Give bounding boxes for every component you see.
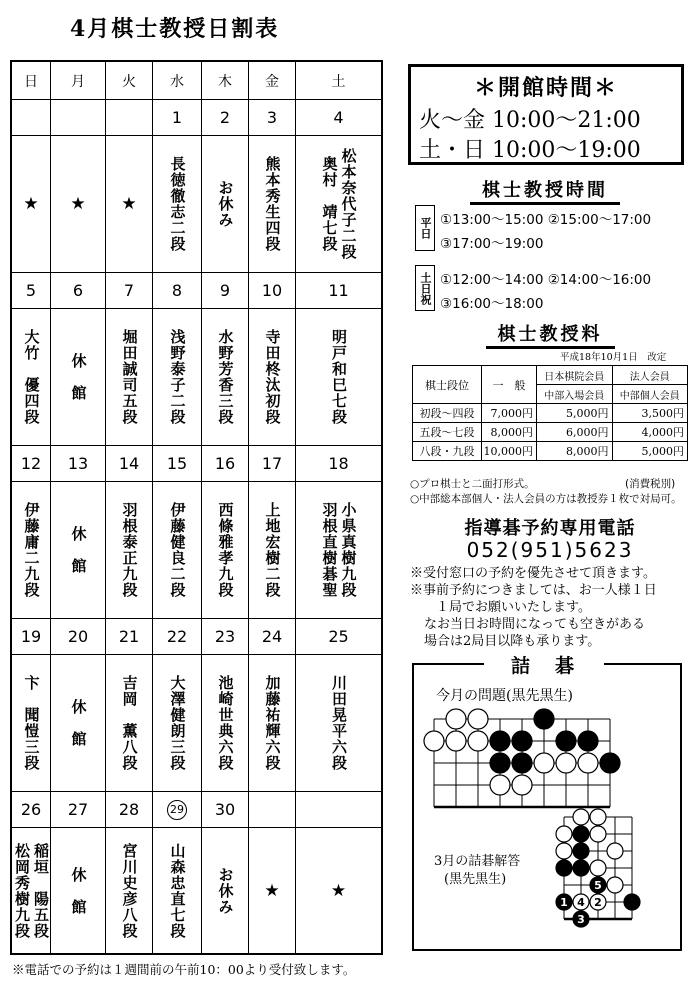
- white-stone: [590, 860, 606, 876]
- date-cell: [153, 792, 202, 828]
- reservation-note-3: １局でお願いいたします。: [436, 600, 591, 615]
- date-cell: 13: [51, 446, 106, 482]
- star-mark: ★: [70, 194, 86, 214]
- schedule-cell: [51, 309, 106, 446]
- instructor-name: 池崎世典六段: [216, 675, 235, 771]
- white-stone: [468, 731, 488, 751]
- opening-hours-title: ＊開館時間＊: [473, 75, 618, 101]
- schedule-cell: [106, 482, 153, 619]
- table-row: [413, 442, 688, 461]
- instructor-name: 大澤健朗三段: [168, 675, 187, 771]
- weekday-header: 日: [12, 62, 51, 100]
- white-stone: [424, 731, 444, 751]
- date-cell: 27: [51, 792, 106, 828]
- weekend-hours: 土・日 10:00～19:00: [419, 138, 641, 163]
- star-mark: ★: [121, 194, 137, 214]
- reservation-phone: 052(951)5623: [466, 538, 634, 562]
- reservation-note-2: ※事前予約につきましては、お一人様１日: [410, 583, 657, 598]
- instructor-name: 松本奈代子二段: [339, 148, 358, 260]
- move-number: 1: [560, 896, 568, 909]
- reservation-title: 指導碁予約専用電話: [464, 518, 636, 539]
- instructor-name: 川田晃平六段: [330, 675, 348, 771]
- black-stone: [573, 860, 589, 876]
- answer-board: [556, 809, 640, 927]
- instructor-name: 西條雅孝九段: [216, 502, 235, 598]
- go-diagrams: [414, 665, 680, 949]
- black-stone: [578, 731, 598, 751]
- date-cell: [12, 100, 51, 136]
- tsumego-box: [412, 655, 682, 951]
- instructor-name: 稲垣 陽五段: [32, 842, 50, 939]
- fee-member: 8,000円: [537, 442, 613, 461]
- black-stone: [624, 894, 640, 910]
- schedule-cell: [106, 828, 153, 953]
- instructor-name: 休 館: [69, 526, 88, 574]
- schedule-cell: [51, 655, 106, 792]
- schedule-cell: [153, 828, 202, 953]
- black-stone: [556, 860, 572, 876]
- schedule-cell: [51, 136, 106, 273]
- white-stone: [490, 775, 510, 795]
- black-stone: [556, 731, 576, 751]
- instructor-name: 小県真樹九段: [339, 502, 358, 598]
- schedule-cell: [296, 482, 381, 619]
- schedule-cell: [153, 136, 202, 273]
- instructor-name: 休 館: [69, 699, 88, 747]
- date-cell: 11: [296, 273, 381, 309]
- reservation-note-4: なお当日お時間になっても空きがある: [424, 617, 646, 632]
- date-cell: 5: [12, 273, 51, 309]
- page-title: 4月棋士教授日割表: [70, 16, 280, 42]
- black-stone: [490, 731, 510, 751]
- star-mark: ★: [264, 880, 280, 901]
- fees-header-member-sub: 中部入場会員: [537, 385, 613, 404]
- white-stone: [534, 753, 554, 773]
- instructor-name: 休 館: [69, 866, 88, 915]
- schedule-cell: [12, 828, 51, 953]
- schedule-cell: [106, 309, 153, 446]
- date-cell: 18: [296, 446, 381, 482]
- schedule-cell: [249, 828, 296, 953]
- black-stone: [534, 709, 554, 729]
- black-stone: [490, 753, 510, 773]
- reservation-note-5: 場合は2局目以降も承ります。: [424, 634, 601, 649]
- schedule-cell: [12, 309, 51, 446]
- fee-rank: 五段～七段: [413, 423, 482, 442]
- instructor-name: 加藤祐輝六段: [263, 675, 282, 771]
- date-cell: 24: [249, 619, 296, 655]
- schedule-cell: [296, 309, 381, 446]
- instructor-name: 羽根直樹碁聖: [320, 502, 339, 598]
- fees-table: [412, 365, 688, 461]
- schedule-cell: [249, 655, 296, 792]
- tsumego-title: 詰 碁: [484, 651, 604, 678]
- date-cell: 26: [12, 792, 51, 828]
- reservation-note-1: ※受付窓口の予約を優先させて頂きます。: [410, 566, 656, 581]
- fee-corp: 3,500円: [612, 404, 688, 423]
- date-cell: 25: [296, 619, 381, 655]
- table-row: [413, 423, 688, 442]
- schedule-cell: [106, 136, 153, 273]
- black-stone: [573, 826, 589, 842]
- move-number: 3: [577, 913, 585, 926]
- move-number: 5: [594, 879, 602, 892]
- fees-header-member: 日本棋院会員: [537, 366, 613, 385]
- tsumego-problem-label: 今月の問題(黒先黒生): [436, 688, 573, 704]
- instructor-name: 寺田柊汰初段: [263, 329, 282, 425]
- weekday-header: 水: [153, 62, 202, 100]
- date-cell: 9: [202, 273, 249, 309]
- fees-revised: 平成18年10月1日 改定: [560, 352, 667, 363]
- fees-header-rank: 棋士段位: [413, 366, 482, 404]
- schedule-cell: [153, 655, 202, 792]
- weekday-header: 土: [296, 62, 381, 100]
- opening-hours-box: [408, 64, 684, 165]
- fee-corp: 4,000円: [612, 423, 688, 442]
- schedule-cell: [202, 655, 249, 792]
- lesson-times-title: 棋士教授時間: [440, 176, 650, 202]
- schedule-cell: [51, 828, 106, 953]
- fee-general: 7,000円: [482, 404, 537, 423]
- date-cell: 7: [106, 273, 153, 309]
- problem-board: [424, 709, 620, 807]
- weekday-header: 金: [249, 62, 296, 100]
- instructor-name: 伊藤健良二段: [168, 502, 187, 598]
- calendar-footnote: ※電話での予約は１週間前の午前10：00より受付致します。: [12, 962, 356, 977]
- instructor-name: 松岡秀樹九段: [13, 842, 31, 939]
- white-stone: [607, 877, 623, 893]
- schedule-cell: [202, 482, 249, 619]
- fees-note-2: ○中部総本部個人・法人会員の方は教授券１枚で対局可。: [410, 493, 682, 505]
- weekday-header: 火: [106, 62, 153, 100]
- weekday-hours: 火～金 10:00～21:00: [419, 108, 641, 133]
- schedule-cell: [153, 309, 202, 446]
- fees-note-1: ○プロ棋士と二面打形式。: [410, 478, 535, 490]
- instructor-name: お休み: [216, 866, 235, 915]
- fees-title: 棋士教授料: [440, 320, 660, 346]
- date-cell: [296, 792, 381, 828]
- date-cell: 22: [153, 619, 202, 655]
- schedule-cell: [202, 136, 249, 273]
- weekday-tag: 平日: [415, 205, 435, 251]
- tax-note: (消費税別): [625, 478, 676, 490]
- white-stone: [578, 753, 598, 773]
- star-mark: ★: [330, 880, 347, 901]
- black-stone: [512, 753, 532, 773]
- white-stone: [607, 843, 623, 859]
- date-cell: 19: [12, 619, 51, 655]
- schedule-cell: [202, 309, 249, 446]
- holiday-date: 29: [167, 800, 187, 820]
- white-stone: [512, 775, 532, 795]
- weekday-slots-2: ③17:00～19:00: [440, 236, 544, 252]
- schedule-cell: [12, 482, 51, 619]
- white-stone: [468, 709, 488, 729]
- schedule-cell: [296, 828, 381, 953]
- instructor-name: 宮川史彦八段: [120, 842, 139, 939]
- fee-general: 8,000円: [482, 423, 537, 442]
- white-stone: [556, 753, 576, 773]
- star-mark: ★: [23, 194, 39, 214]
- instructor-name: 奥村 靖七段: [320, 156, 339, 252]
- schedule-cell: [51, 482, 106, 619]
- fee-member: 6,000円: [537, 423, 613, 442]
- fee-corp: 5,000円: [612, 442, 688, 461]
- fees-header-corp: 法人会員: [612, 366, 688, 385]
- date-cell: [106, 100, 153, 136]
- black-stone: [600, 753, 620, 773]
- date-cell: 17: [249, 446, 296, 482]
- schedule-calendar: [10, 60, 383, 955]
- white-stone: [590, 826, 606, 842]
- instructor-name: 水野芳香三段: [216, 329, 235, 425]
- tsumego-answer-label-2: (黒先黒生): [444, 872, 507, 887]
- date-cell: [249, 792, 296, 828]
- instructor-name: お休み: [216, 180, 235, 228]
- fee-general: 10,000円: [482, 442, 537, 461]
- date-cell: 6: [51, 273, 106, 309]
- date-cell: 3: [249, 100, 296, 136]
- fees-header-corp-sub: 中部個人会員: [612, 385, 688, 404]
- instructor-name: 吉岡 薫八段: [120, 675, 139, 771]
- instructor-name: 休 館: [69, 353, 88, 401]
- date-cell: 15: [153, 446, 202, 482]
- instructor-name: 卞 聞愷三段: [22, 675, 41, 771]
- schedule-cell: [12, 655, 51, 792]
- white-stone: [556, 826, 572, 842]
- schedule-cell: [249, 482, 296, 619]
- date-cell: 12: [12, 446, 51, 482]
- instructor-name: 大竹 優四段: [22, 329, 41, 425]
- date-cell: [51, 100, 106, 136]
- date-cell: 4: [296, 100, 381, 136]
- schedule-cell: [249, 309, 296, 446]
- schedule-cell: [296, 655, 381, 792]
- schedule-cell: [249, 136, 296, 273]
- date-cell: 30: [202, 792, 249, 828]
- date-cell: 16: [202, 446, 249, 482]
- instructor-name: 堀田誠司五段: [120, 329, 139, 425]
- white-stone: [573, 809, 589, 825]
- instructor-name: 伊藤庸二九段: [22, 502, 41, 598]
- weekday-slots-1: ①13:00～15:00 ②15:00～17:00: [440, 212, 652, 228]
- move-number: 4: [577, 896, 585, 909]
- date-cell: 23: [202, 619, 249, 655]
- white-stone: [590, 809, 606, 825]
- fee-member: 5,000円: [537, 404, 613, 423]
- fee-rank: 初段～四段: [413, 404, 482, 423]
- weekday-header: 木: [202, 62, 249, 100]
- schedule-cell: [12, 136, 51, 273]
- move-number: 2: [594, 896, 602, 909]
- date-cell: 2: [202, 100, 249, 136]
- instructor-name: 熊本秀生四段: [263, 156, 282, 252]
- white-stone: [446, 731, 466, 751]
- weekday-header: 月: [51, 62, 106, 100]
- schedule-cell: [153, 482, 202, 619]
- white-stone: [556, 843, 572, 859]
- date-cell: 8: [153, 273, 202, 309]
- fee-rank: 八段・九段: [413, 442, 482, 461]
- schedule-cell: [106, 655, 153, 792]
- instructor-name: 明戸和巳七段: [330, 329, 348, 425]
- date-cell: 28: [106, 792, 153, 828]
- instructor-name: 羽根泰正九段: [120, 502, 139, 598]
- schedule-cell: [202, 828, 249, 953]
- weekend-tag: 土日祝: [415, 265, 435, 311]
- weekend-slots-2: ③16:00～18:00: [440, 296, 544, 312]
- instructor-name: 長徳徹志二段: [168, 156, 187, 252]
- date-cell: 21: [106, 619, 153, 655]
- black-stone: [512, 731, 532, 751]
- date-cell: 20: [51, 619, 106, 655]
- instructor-name: 上地宏樹二段: [263, 502, 282, 598]
- instructor-name: 山森忠直七段: [168, 842, 187, 939]
- schedule-cell: [296, 136, 381, 273]
- white-stone: [446, 709, 466, 729]
- fees-header-general: 一 般: [482, 366, 537, 404]
- date-cell: 1: [153, 100, 202, 136]
- tsumego-answer-label-1: 3月の詰碁解答: [434, 854, 521, 869]
- black-stone: [573, 843, 589, 859]
- weekend-slots-1: ①12:00～14:00 ②14:00～16:00: [440, 272, 652, 288]
- instructor-name: 浅野泰子二段: [168, 329, 187, 425]
- date-cell: 10: [249, 273, 296, 309]
- table-row: [413, 404, 688, 423]
- date-cell: 14: [106, 446, 153, 482]
